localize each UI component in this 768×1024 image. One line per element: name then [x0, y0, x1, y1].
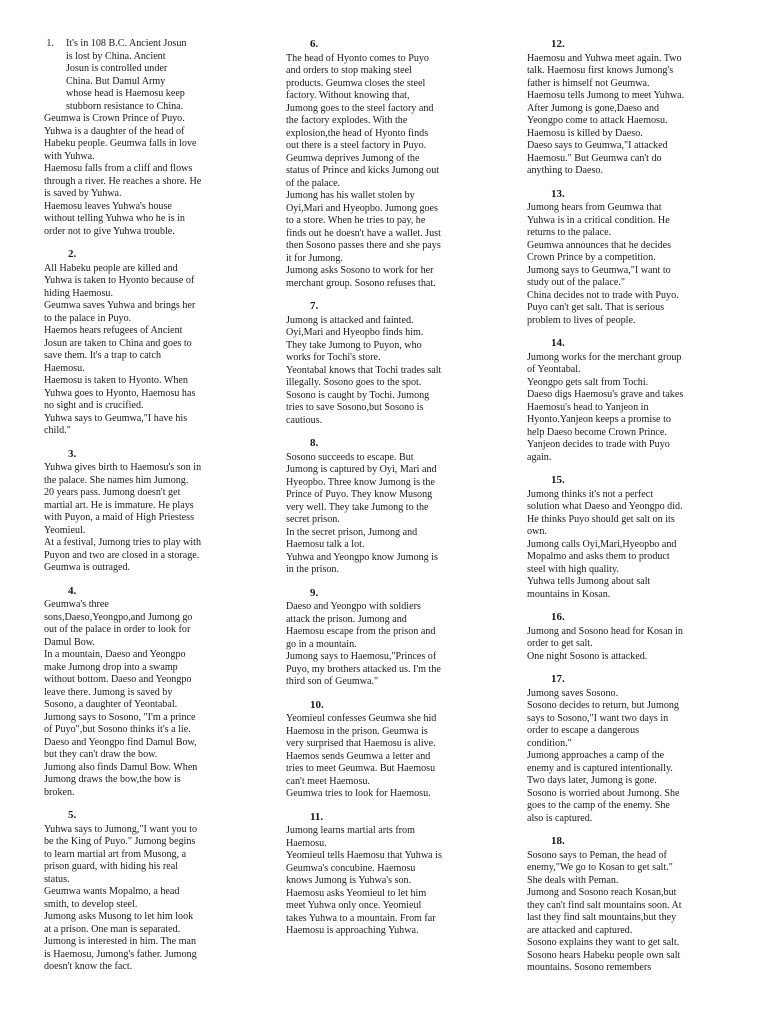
episode-section: [44, 248, 249, 438]
text-line: be the King of Puyo." Jumong begins: [44, 836, 196, 847]
episode-section: [527, 337, 733, 464]
episode-section: [527, 673, 733, 825]
text-line: attack the prison. Jumong and: [286, 613, 407, 625]
text-line: it for Jumong.: [286, 252, 343, 264]
text-line: the factory explodes. With the: [286, 115, 408, 126]
text-line: finds out he doesn't have a wallet. Just: [286, 227, 441, 239]
episode-section: [527, 188, 733, 328]
episode-number: 14.: [551, 337, 565, 349]
text-line: Daeso and Yeongpo with soldiers: [286, 601, 421, 612]
text-line: Haemosu and Yuhwa meet again. Two: [527, 52, 682, 64]
text-line: without bottom. Daeso and Yeongpo: [44, 674, 192, 685]
text-line: very surprised that Haemosu is alive.: [286, 738, 436, 749]
text-line: Josun are taken to China and goes to: [44, 337, 192, 349]
episode-number: 8.: [310, 437, 319, 449]
text-line: and orders to stop making steel: [286, 65, 412, 76]
text-line: to learn martial art from Musong, a: [44, 848, 187, 860]
column-2: [286, 38, 492, 948]
episode-number: 13.: [551, 187, 565, 200]
text-line: Haemosu's head to Yanjeon in: [527, 401, 649, 413]
text-line: Yanjeon decides to trade with Puyo: [527, 439, 670, 450]
text-line: Jumong also finds Damul Bow. When: [44, 761, 198, 773]
text-line: Yuhwa tells Jumong about salt: [527, 576, 651, 587]
text-line: also is captured.: [527, 812, 593, 824]
text-line: Damul Bow.: [44, 636, 95, 648]
text-line: knows Jumong is Yuhwa's son.: [286, 875, 412, 886]
text-line: Yeomieul confesses Geumwa she hid: [286, 713, 437, 724]
text-line: Jumong works for the merchant group: [527, 351, 682, 363]
text-line: enemy and is captured intentionally.: [527, 762, 673, 774]
text-line: Jumong is captured by Oyi, Mari and: [286, 464, 437, 475]
text-line: Jumong draws the bow,the bow is: [44, 774, 181, 785]
episode-number: 2.: [68, 248, 77, 260]
text-line: Haemosu.: [286, 837, 327, 849]
episode-number: 10.: [310, 698, 324, 711]
text-line: Haemosu talk a lot.: [286, 539, 365, 550]
text-line: to a store. When he tries to pay, he: [286, 215, 426, 226]
text-line: Jumong says to Geumwa,"I want to: [527, 264, 671, 276]
text-line: mountains. Sosono remembers: [527, 962, 652, 973]
text-line: Daeso digs Haemosu's grave and takes: [527, 389, 684, 400]
text-line: stubborn resistance to China.: [66, 100, 184, 112]
text-line: Jumong says to Sosono, "I'm a prince: [44, 711, 196, 723]
text-line: anything to Daeso.: [527, 165, 603, 176]
text-line: says to Sosono,"I want two days in: [527, 712, 669, 724]
list-item-body: [66, 38, 249, 113]
text-line: Sosono says to Peman, the head of: [527, 849, 667, 861]
text-line: Puyo, my brothers attacked us. I'm the: [286, 663, 441, 675]
episode-section: [286, 587, 492, 689]
text-line: Jumong approaches a camp of the: [527, 750, 665, 761]
text-line: own.: [527, 526, 547, 537]
text-line: the palace. She names him Jumong.: [44, 474, 189, 486]
text-line: at a prison. One man is separated.: [44, 923, 181, 935]
text-line: problem to lives of people.: [527, 314, 636, 326]
text-line: Yeongpo come to attack Haemosu.: [527, 115, 668, 126]
episode-number: 18.: [551, 835, 565, 847]
text-line: child.": [44, 425, 71, 436]
text-line: Puyon and two are closed in a storage.: [44, 549, 200, 561]
text-line: of the palace.: [286, 177, 341, 189]
text-line: In a mountain, Daeso and Yeongpo: [44, 649, 186, 660]
text-line: China. But Damul Army: [66, 75, 166, 87]
text-line: then Sosono passes there and she pays: [286, 240, 441, 251]
text-line: Haemosu.: [44, 362, 85, 374]
text-line: Yuhwa gives birth to Haemosu's son in: [44, 462, 202, 473]
text-line: are attacked and captured.: [527, 924, 633, 936]
text-line: meet Yuhwa only once. Yeomieul: [286, 900, 422, 911]
text-line: Haemosu falls from a cliff and flows: [44, 163, 193, 174]
text-line: goes to the camp of the enemy. She: [527, 800, 670, 811]
text-line: Yuhwa is in a critical condition. He: [527, 214, 670, 226]
text-line: Geumwa tries to look for Haemosu.: [286, 788, 431, 799]
episode-number: 11.: [310, 810, 324, 823]
text-line: Yeontabal knows that Tochi trades salt: [286, 364, 442, 376]
text-line: Yuhwa and Yeongpo know Jumong is: [286, 551, 438, 563]
text-line: Hyeopbo. Three know Jumong is the: [286, 476, 435, 488]
text-line: is saved by Yuhwa.: [44, 188, 122, 199]
episode-number: 7.: [310, 300, 319, 312]
text-line: returns to the palace.: [527, 227, 612, 238]
text-line: Daeso and Yeongpo find Damul Bow,: [44, 736, 197, 748]
text-line: Haemosu is approaching Yuhwa.: [286, 925, 419, 936]
text-line: Josun is controlled under: [66, 63, 168, 74]
text-line: can't meet Haemosu.: [286, 775, 370, 787]
text-line: Haemos hears refugees of Ancient: [44, 325, 183, 336]
text-line: Jumong has his wallet stolen by: [286, 190, 415, 201]
text-line: out there is a steel factory in Puyo.: [286, 140, 427, 151]
text-line: Jumong learns martial arts from: [286, 825, 415, 836]
text-line: secret prison.: [286, 514, 340, 525]
text-line: of Puyo",but Sosono thinks it's a lie.: [44, 724, 191, 735]
text-line: takes Yuhwa to a mountain. From far: [286, 912, 436, 924]
text-line: very well. They take Jumong to the: [286, 501, 429, 513]
text-line: make Jumong drop into a swamp: [44, 661, 178, 673]
text-line: Hyonto.Yanjeon keeps a promise to: [527, 414, 671, 425]
text-line: Sosono, a daughter of Yeontabal.: [44, 699, 178, 710]
text-line: Yuhwa says to Geumwa,"I have his: [44, 412, 188, 424]
text-line: talk. Haemosu first knows Jumong's: [527, 65, 674, 76]
text-line: Jumong saves Sosono.: [527, 687, 619, 699]
episode-section: [44, 809, 249, 974]
text-line: hiding Haemosu.: [44, 287, 113, 299]
text-line: leave there. Jumong is saved by: [44, 686, 173, 698]
column-1: [44, 38, 249, 984]
text-line: Haemosu leaves Yuhwa's house: [44, 200, 172, 212]
text-line: order to escape a dangerous: [527, 725, 640, 736]
text-line: Geumwa is Crown Prince of Puyo.: [44, 113, 185, 124]
episode-number: 15.: [551, 474, 565, 486]
text-line: Jumong calls Oyi,Mari,Hyeopbo and: [527, 538, 677, 550]
text-line: Haemosu in the prison. Geumwa is: [286, 725, 428, 737]
text-line: Habeku people. Geumwa falls in love: [44, 138, 197, 149]
text-line: Haemosu tells Jumong to meet Yuhwa.: [527, 90, 685, 101]
text-line: last they find salt mountains,but they: [527, 912, 677, 923]
text-line: Geumwa is outraged.: [44, 562, 131, 573]
text-line: order not to give Yuhwa trouble.: [44, 225, 175, 237]
text-line: illegally. Sosono goes to the spot.: [286, 377, 422, 388]
text-line: but they can't draw the bow.: [44, 749, 158, 760]
text-line: Yuhwa goes to Hyonto, Haemosu has: [44, 387, 196, 399]
text-line: of Yeontabal.: [527, 364, 581, 375]
text-line: Jumong and Sosono head for Kosan in: [527, 625, 683, 637]
text-line: tries to save Sosono,but Sosono is: [286, 402, 424, 413]
text-line: father is himself not Geumwa.: [527, 77, 650, 89]
text-line: status.: [44, 873, 70, 885]
episode-section: [286, 437, 492, 577]
episode-section: [286, 699, 492, 801]
text-line: Daeso says to Geumwa,"I attacked: [527, 140, 668, 151]
text-line: in the prison.: [286, 564, 339, 575]
text-line: Haemosu is taken to Hyonto. When: [44, 375, 188, 386]
text-line: In the secret prison, Jumong and: [286, 526, 418, 538]
episode-section: [44, 38, 249, 238]
text-line: Sosono decides to return, but Jumong: [527, 700, 679, 711]
text-line: China decides not to trade with Puyo.: [527, 289, 679, 301]
text-line: Yuhwa is taken to Hyonto because of: [44, 275, 195, 286]
text-line: Geumwa deprives Jumong of the: [286, 152, 420, 164]
episode-section: [527, 611, 733, 663]
text-line: Jumong says to Haemosu,"Princes of: [286, 651, 437, 662]
episode-number: 3.: [68, 447, 77, 460]
episode-section: [286, 811, 492, 938]
text-line: Geumwa saves Yuhwa and brings her: [44, 300, 196, 311]
text-line: At a festival, Jumong tries to play with: [44, 537, 201, 548]
text-line: is lost by China. Ancient: [66, 50, 166, 62]
text-line: Oyi,Mari and Hyeopbo finds him.: [286, 327, 424, 338]
text-line: Yeomieul tells Haemosu that Yuhwa is: [286, 850, 442, 861]
text-line: is Haemosu, Jumong's father. Jumong: [44, 948, 197, 960]
episode-number: 12.: [551, 38, 565, 50]
text-line: out of the palace in order to look for: [44, 624, 191, 635]
text-line: steel with high quality.: [527, 563, 619, 575]
text-line: doesn't know the fact.: [44, 961, 133, 972]
text-line: they can't find salt mountains soon. At: [527, 899, 682, 911]
text-line: Sosono succeeds to escape. But: [286, 451, 414, 463]
text-line: with Yuhwa.: [44, 150, 95, 162]
episode-number: 6.: [310, 38, 319, 50]
episode-section: [527, 835, 733, 975]
text-line: works for Tochi's store.: [286, 352, 381, 363]
text-line: She deals with Peman.: [527, 874, 619, 886]
text-line: Yuhwa says to Jumong,"I want you to: [44, 823, 197, 835]
text-line: merchant group. Sosono refuses that.: [286, 277, 436, 289]
text-line: Mopalmo and asks them to product: [527, 551, 670, 562]
episode-section: [286, 38, 492, 290]
text-line: Oyi,Mari and Hyeopbo. Jumong goes: [286, 202, 438, 214]
text-line: to the palace in Puyo.: [44, 312, 132, 324]
text-line: He thinks Puyo should get salt on its: [527, 513, 675, 525]
episode-section: [527, 38, 733, 178]
text-line: sons,Daeso,Yeongpo,and Jumong go: [44, 611, 193, 623]
text-line: All Habeku people are killed and: [44, 262, 178, 274]
text-line: Jumong and Sosono reach Kosan,but: [527, 887, 677, 898]
text-line: Yeomieul.: [44, 524, 86, 536]
column-3: [527, 38, 733, 985]
text-line: Jumong asks Sosono to work for her: [286, 265, 434, 276]
list-marker: 1.: [46, 38, 54, 49]
numbered-list-item: [44, 38, 249, 113]
text-line: prison guard, with hiding his real: [44, 861, 179, 872]
text-line: third son of Geumwa.": [286, 676, 379, 687]
text-line: Jumong is attacked and fainted.: [286, 314, 414, 326]
text-line: explosion,the head of Hyonto finds: [286, 127, 429, 139]
text-line: Jumong goes to the steel factory and: [286, 102, 434, 114]
text-line: condition.": [527, 737, 572, 749]
text-line: Sosono is caught by Tochi. Jumong: [286, 389, 430, 401]
text-line: status of Prince and kicks Jumong out: [286, 165, 440, 176]
text-line: products. Geumwa closes the steel: [286, 77, 426, 89]
text-line: It's in 108 B.C. Ancient Josun: [66, 38, 187, 49]
episode-section: [286, 300, 492, 427]
text-line: Geumwa announces that he decides: [527, 239, 672, 251]
text-line: broken.: [44, 786, 75, 798]
text-line: factory. Without knowing that,: [286, 90, 410, 101]
text-line: Crown Prince by a competition.: [527, 252, 656, 263]
text-line: Jumong hears from Geumwa that: [527, 202, 662, 213]
episode-number: 17.: [551, 673, 565, 685]
text-line: mountains in Kosan.: [527, 588, 611, 600]
episode-number: 4.: [68, 584, 77, 597]
text-line: One night Sosono is attacked.: [527, 650, 648, 662]
text-line: through a river. He reaches a shore. He: [44, 175, 202, 187]
text-line: Sosono is worried about Jumong. She: [527, 787, 680, 799]
text-line: Geumwa's three: [44, 599, 109, 610]
text-line: Haemosu is killed by Daeso.: [527, 127, 643, 139]
text-line: Haemos sends Geumwa a letter and: [286, 750, 431, 762]
text-line: enemy,"We go to Kosan to get salt.": [527, 862, 673, 873]
text-line: After Jumong is gone,Daeso and: [527, 102, 660, 114]
text-line: Haemosu escape from the prison and: [286, 626, 436, 637]
text-line: save them. It's a trap to catch: [44, 350, 162, 361]
text-line: help Daeso become Crown Prince.: [527, 426, 667, 438]
episode-number: 16.: [551, 611, 565, 623]
text-line: Sosono hears Habeku people own salt: [527, 949, 681, 961]
text-line: Yeongpo gets salt from Tochi.: [527, 376, 649, 388]
text-line: martial art. He is immature. He plays: [44, 499, 194, 511]
episode-number: 9.: [310, 586, 319, 599]
text-line: Yuhwa is a daughter of the head of: [44, 125, 185, 137]
text-line: whose head is Haemosu keep: [66, 88, 185, 99]
text-line: Jumong is interested in him. The man: [44, 936, 197, 947]
episode-number: 5.: [68, 809, 77, 821]
text-line: They take Jumong to Puyon, who: [286, 339, 422, 351]
text-line: The head of Hyonto comes to Puyo: [286, 52, 429, 64]
text-line: with Puyon, a maid of High Priestess: [44, 512, 194, 523]
text-line: Two days later, Jumong is gone.: [527, 775, 657, 786]
text-line: 20 years pass. Jumong doesn't get: [44, 487, 181, 498]
episode-section: [44, 585, 249, 800]
text-line: tries to meet Geumwa. But Haemosu: [286, 763, 436, 774]
text-line: Prince of Puyo. They know Musong: [286, 489, 433, 500]
text-line: Puyo can't get salt. That is serious: [527, 302, 665, 313]
text-line: again.: [527, 451, 552, 463]
text-line: Geumwa wants Mopalmo, a head: [44, 886, 180, 897]
text-line: study out of the palace.": [527, 277, 626, 288]
text-line: Sosono explains they want to get salt.: [527, 937, 680, 948]
text-line: Haemosu asks Yeomieul to let him: [286, 887, 427, 899]
text-line: Jumong thinks it's not a perfect: [527, 488, 654, 500]
text-line: without telling Yuhwa who he is in: [44, 213, 185, 224]
text-line: smith, to develop steel.: [44, 898, 138, 910]
text-line: go in a mountain.: [286, 638, 357, 650]
text-line: order to get salt.: [527, 638, 593, 649]
text-line: Haemosu." But Geumwa can't do: [527, 152, 662, 164]
episode-section: [44, 448, 249, 575]
text-line: no sight and is crucified.: [44, 400, 144, 411]
text-line: cautious.: [286, 414, 323, 426]
episode-section: [527, 474, 733, 601]
text-line: solution what Daeso and Yeongpo did.: [527, 501, 683, 512]
text-line: Geumwa's concubine. Haemosu: [286, 862, 416, 874]
text-line: Jumong asks Musong to let him look: [44, 911, 194, 922]
